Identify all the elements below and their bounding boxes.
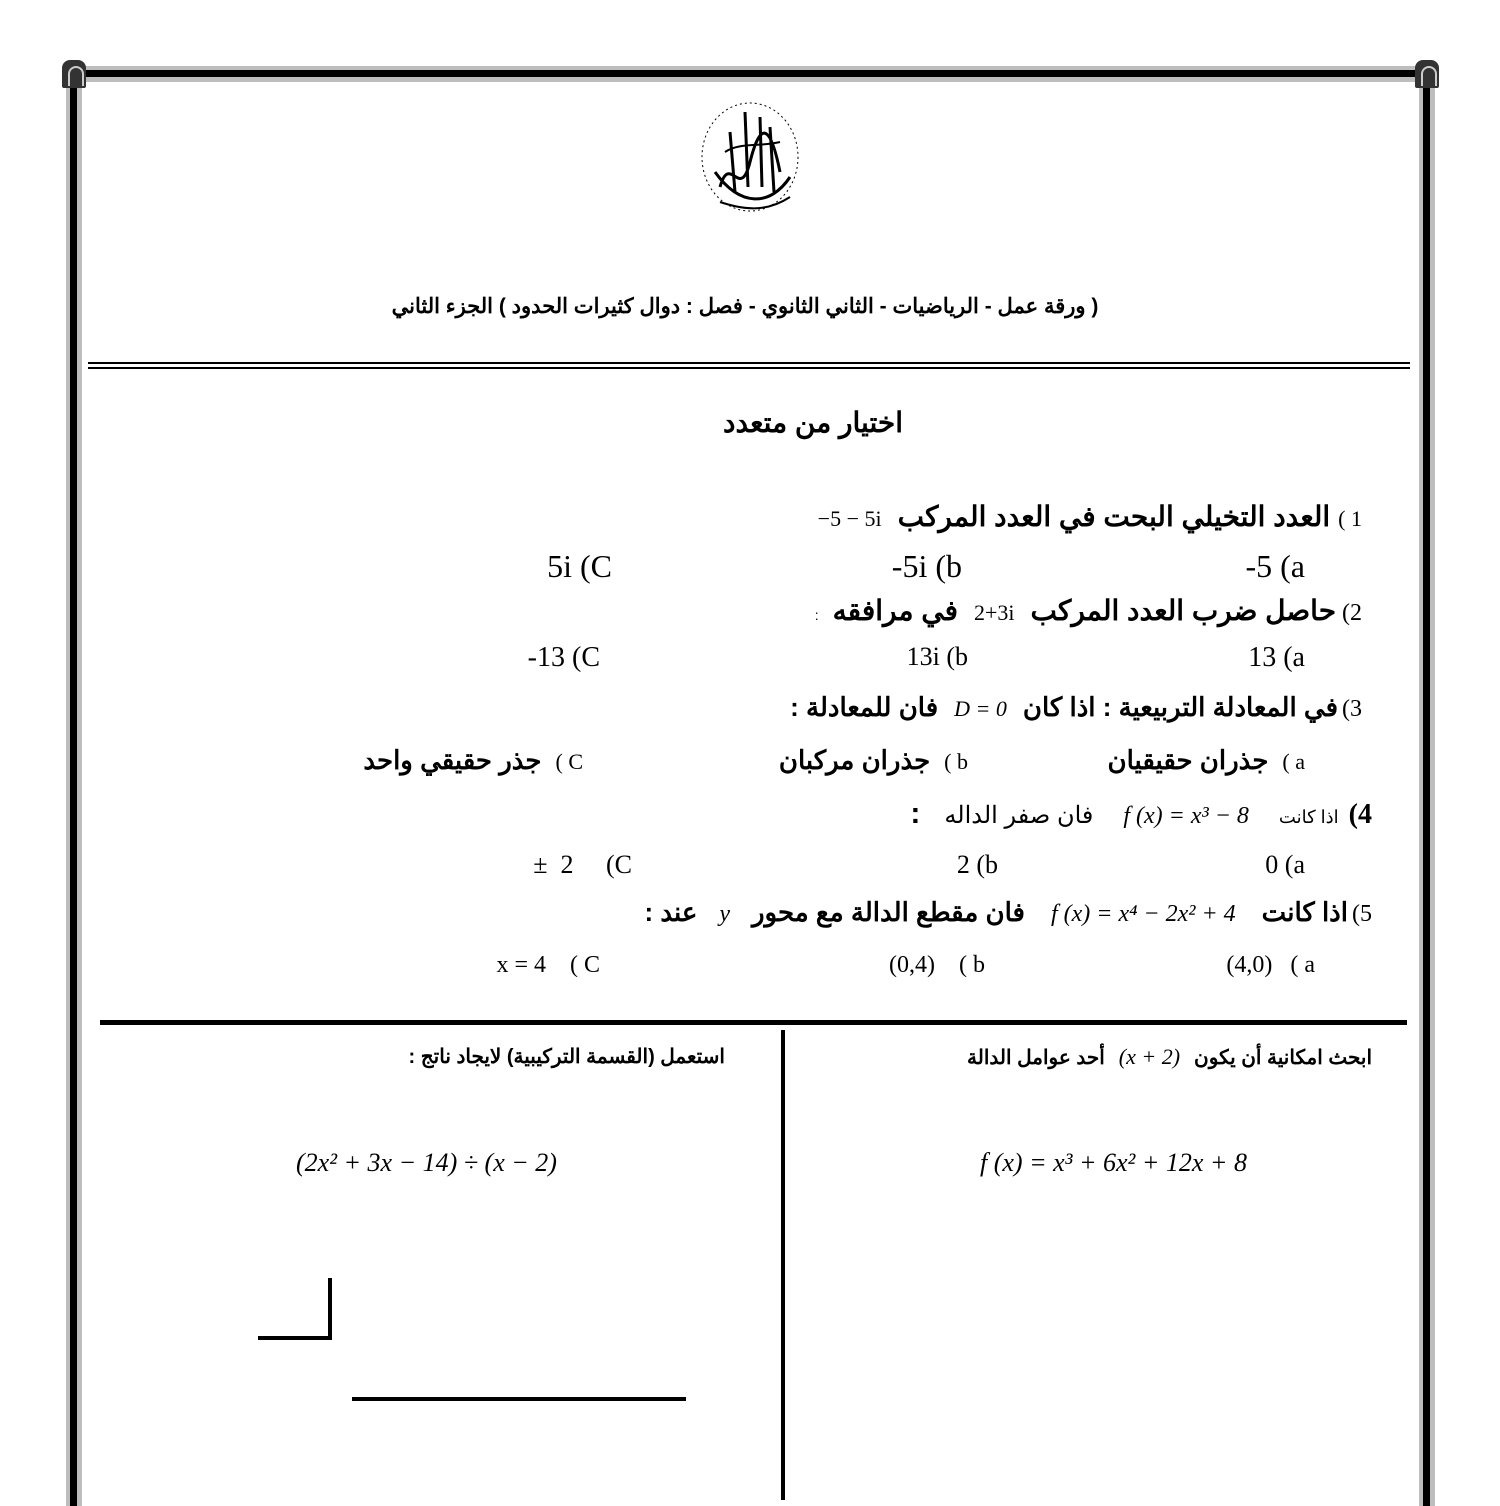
page-border-top [66,66,1436,82]
question-math: 2+3i [973,600,1015,625]
header-divider [88,367,1410,369]
synthetic-division-bracket [328,1278,332,1340]
border-corner-ornament [62,60,86,88]
question-math: f (x) = x³ − 8 [1123,803,1249,829]
factor-function-formula: f (x) = x³ + 6x² + 12x + 8 [980,1148,1247,1177]
synthetic-division-bracket [258,1336,332,1340]
option-c[interactable]: x = 4 ( C [496,952,600,978]
border-corner-ornament [1415,60,1439,88]
instruction-text: أحد عوامل الدالة [967,1047,1105,1069]
instruction-text: ابحث امكانية أن يكون [1194,1047,1372,1069]
question-text: حاصل ضرب العدد المركب [1030,595,1336,626]
option-letter: a ) [1282,749,1305,774]
section-title: اختيار من متعدد [722,407,904,438]
question-number: 2) [1342,600,1362,626]
question-text: فان للمعادلة : [790,692,939,722]
option-b[interactable]: -5i (b [891,548,962,584]
synthetic-division-heading: استعمل (القسمة التركيبية) لايجاد ناتج : [408,1046,725,1068]
worksheet-header: ( ورقة عمل - الرياضيات - الثاني الثانوي - فصل : دوال كثيرات الحدود ) الجزء الثاني [391,295,1099,318]
question-1 [818,500,1362,533]
option-a[interactable]: 13 (a [1248,642,1305,673]
question-number: 4) [1348,799,1372,830]
question-text: فان صفر الداله [944,802,1094,829]
factor-question-heading [967,1044,1372,1070]
option-a[interactable] [1108,745,1306,776]
question-2 [815,594,1362,627]
option-letter: C ) [555,749,583,774]
option-letter: b ) [944,749,968,774]
question-math: D = 0 [954,696,1007,721]
option-c[interactable]: ± 2 (C [533,850,632,879]
question-number: 1 ) [1338,506,1362,531]
question-number: 5) [1352,901,1372,927]
column-divider [781,1030,785,1500]
question-5 [644,897,1372,928]
option-label: جذر حقيقي واحد [363,745,542,775]
question-number: 3) [1342,696,1362,722]
question-text: اذا كانت [1261,897,1348,927]
header-divider [88,362,1410,364]
basmala-calligraphy-logo [690,92,810,217]
question-text: فان مقطع الدالة مع محور [752,897,1025,927]
option-b[interactable]: 13i (b [906,642,968,671]
question-math: y [719,901,730,927]
page-border-right [1419,66,1435,1506]
question-suffix: : [814,607,819,623]
option-b[interactable] [779,745,968,776]
option-b[interactable]: (0,4) ( b [889,952,985,978]
option-a[interactable]: -5 (a [1245,548,1305,584]
question-text: في مرافقه [832,595,958,626]
option-c[interactable]: 5i (C [547,548,612,584]
factor-math: (x + 2) [1118,1044,1181,1069]
question-3 [790,692,1362,723]
question-4 [910,797,1372,831]
question-math: −5 − 5i [817,506,882,531]
division-formula: (2x² + 3x − 14) ÷ (x − 2) [296,1148,557,1177]
option-b[interactable]: 2 (b [956,850,998,879]
option-c[interactable] [363,745,583,776]
option-c[interactable]: -13 (C [527,642,600,673]
synthetic-division-result-line [352,1397,686,1401]
option-a[interactable]: 0 (a [1265,850,1305,879]
option-a[interactable]: (4,0) ( a [1226,952,1315,978]
question-text: عند : [644,897,698,927]
question-text: اذا كانت [1278,807,1339,827]
page-border-left [66,66,82,1506]
option-label: جذران حقيقيان [1107,745,1269,775]
question-math: f (x) = x⁴ − 2x² + 4 [1050,901,1236,927]
option-label: جذران مركبان [778,745,931,775]
section-divider [100,1020,1407,1025]
question-suffix: : [910,797,921,830]
question-text: في المعادلة التربيعية : اذا كان [1022,692,1338,722]
question-text: العدد التخيلي البحت في العدد المركب [897,501,1331,532]
